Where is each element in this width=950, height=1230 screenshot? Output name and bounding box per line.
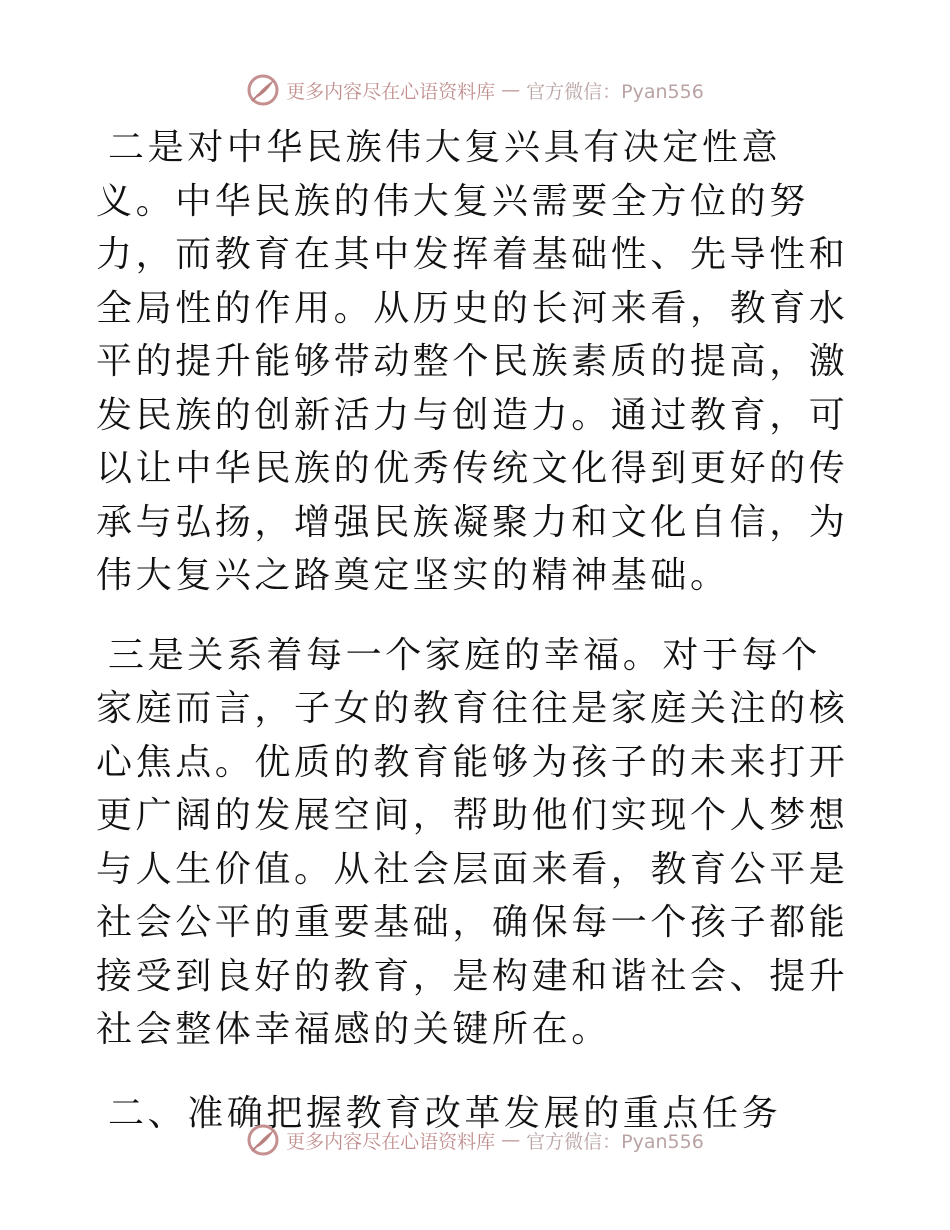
paragraph-2: 三是关系着每一个家庭的幸福。对于每个家庭而言，子女的教育往往是家庭关注的核心焦点。优质的教育能够为孩子的未来打开更广阔的发展空间，帮助他们实现个人梦想与人生价值。从社会层面来看，教育公平是社会公平的重要基础，确保每一个孩子都能接受到良好的教育，是构建和谐社会、提升社会整体幸福感的关键所在。 [96,634,849,1050]
watermark-text: 更多内容尽在心语资料库 [286,1130,496,1153]
document-body [96,121,856,1140]
watermark-text: 更多内容尽在心语资料库 [286,80,496,103]
watermark-separator: — [501,79,521,101]
watermark-separator: — [501,1129,521,1151]
paragraph-1: 二是对中华民族伟大复兴具有决定性意义。中华民族的伟大复兴需要全方位的努力，而教育在其中发挥着基础性、先导性和全局性的作用。从历史的长河来看，教育水平的提升能够带动整个民族素质的提高，激发民族的创新活力与创造力。通过教育，可以让中华民族的优秀传统文化得到更好的传承与弘扬，增强民族凝聚力和文化自信，为伟大复兴之路奠定坚实的精神基础。 [96,127,849,596]
watermark-wechat: 官方微信：Pyan556 [526,80,704,103]
feather-circle-logo-icon [246,1123,280,1157]
section-heading: 二、准确把握教育改革发展的重点任务 [108,1092,782,1134]
header-watermark [0,70,950,110]
watermark-wechat: 官方微信：Pyan556 [526,1130,704,1153]
footer-watermark [0,1120,950,1160]
feather-circle-logo-icon [246,73,280,107]
